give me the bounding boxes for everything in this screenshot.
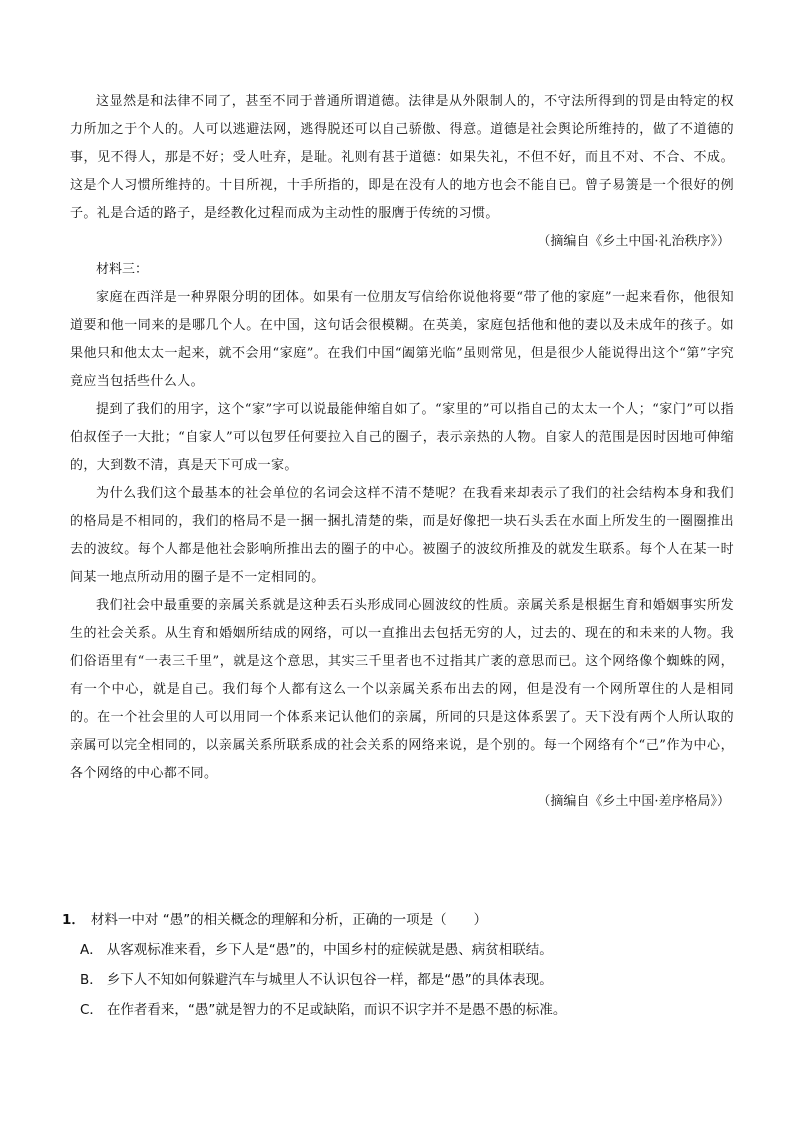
material3-label: 材料三： [96,262,149,277]
option-text: 在作者看来，“愚”就是智力的不足或缺陷，而识不识字并不是愚不愚的标准。 [106,1002,567,1018]
option-letter: A． [80,942,103,958]
question-stem [62,905,742,935]
material3-paragraph-2: 提到了我们的用字，这个“家”字可以说最能伸缩自如了。“家里的”可以指自己的太太一个人；“家门”可以指伯叔侄子一大批；“自家人”可以包罗任何要拉入自己的圈子，表示亲热的人物。自家人的范围是因时因地可伸缩的，大到数不清，真是天下可成一家。 [70,402,734,473]
material2-source: （摘编自《乡土中国·礼治秩序》） [537,234,730,249]
option-text: 乡下人不知如何躲避汽车与城里人不认识包谷一样，都是“愚”的具体表现。 [106,972,553,988]
option-letter: B． [80,972,103,988]
material3-source: （摘编自《乡土中国·差序格局》） [537,794,730,809]
question-text: 材料一中对 “愚”的相关概念的理解和分析，正确的一项是（ ） [90,912,488,928]
option-c[interactable] [80,995,742,1025]
option-a[interactable] [80,935,742,965]
material3-paragraph-4: 我们社会中最重要的亲属关系就是这种丢石头形成同心圆波纹的性质。亲属关系是根据生育和婚姻事实所发生的社会关系。从生育和婚姻所结成的网络，可以一直推出去包括无穷的人，过去的、现在的和未来的人物。我们俗语里有“一表三千里”，就是这个意思，其实三千里者也不过指其广袤的意思而已。这个网络像个蜘蛛的网，有一个中心，就是自己。我们每个人都有这么一个以亲属关系布出去的网，但是没有一个网所罩住的人是相同的。在一个社会里的人可以用同一个体系来记认他们的亲属，所同的只是这体系罢了。天下没有两个人所认取的亲属可以完全相同的，以亲属关系所联系成的社会关系的网络来说，是个别的。每一个网络有个“己”作为中心，各个网络的中心都不同。 [70,598,734,781]
material3-paragraph-3: 为什么我们这个最基本的社会单位的名词会这样不清不楚呢？在我看来却表示了我们的社会结构本身和我们的格局是不相同的，我们的格局不是一捆一捆扎清楚的柴，而是好像把一块石头丢在水面上所发生的一圈圈推出去的波纹。每个人都是他社会影响所推出去的圈子的中心。被圈子的波纹所推及的就发生联系。每个人在某一时间某一地点所动用的圈子是不一定相同的。 [70,486,734,585]
reading-materials [70,88,734,816]
material3-paragraph-1: 家庭在西洋是一种界限分明的团体。如果有一位朋友写信给你说他将要“带了他的家庭”一起来看你，他很知道要和他一同来的是哪几个人。在中国，这句话会很模糊。在英美，家庭包括他和他的妻以及未成年的孩子。如果他只和他太太一起来，就不会用“家庭”。在我们中国“阖第光临”虽则常见，但是很少人能说得出这个“第”字究竟应当包括些什么人。 [70,290,734,389]
material2-paragraph: 这显然是和法律不同了，甚至不同于普通所谓道德。法律是从外限制人的，不守法所得到的罚是由特定的权力所加之于个人的。人可以逃避法网，逃得脱还可以自己骄傲、得意。道德是社会舆论所维持的，做了不道德的事，见不得人，那是不好；受人吐弃，是耻。礼则有甚于道德：如果失礼，不但不好，而且不对、不合、不成。这是个人习惯所维持的。十目所视，十手所指的，即是在没有人的地方也会不能自已。曾子易箦是一个很好的例子。礼是合适的路子，是经教化过程而成为主动性的服膺于传统的习惯。 [70,94,734,221]
option-letter: C． [80,1002,103,1018]
question-number: 1． [62,912,85,928]
question-1 [62,905,742,1025]
option-b[interactable] [80,965,742,995]
option-text: 从客观标准来看，乡下人是“愚”的，中国乡村的症候就是愚、病贫相联结。 [106,942,553,958]
